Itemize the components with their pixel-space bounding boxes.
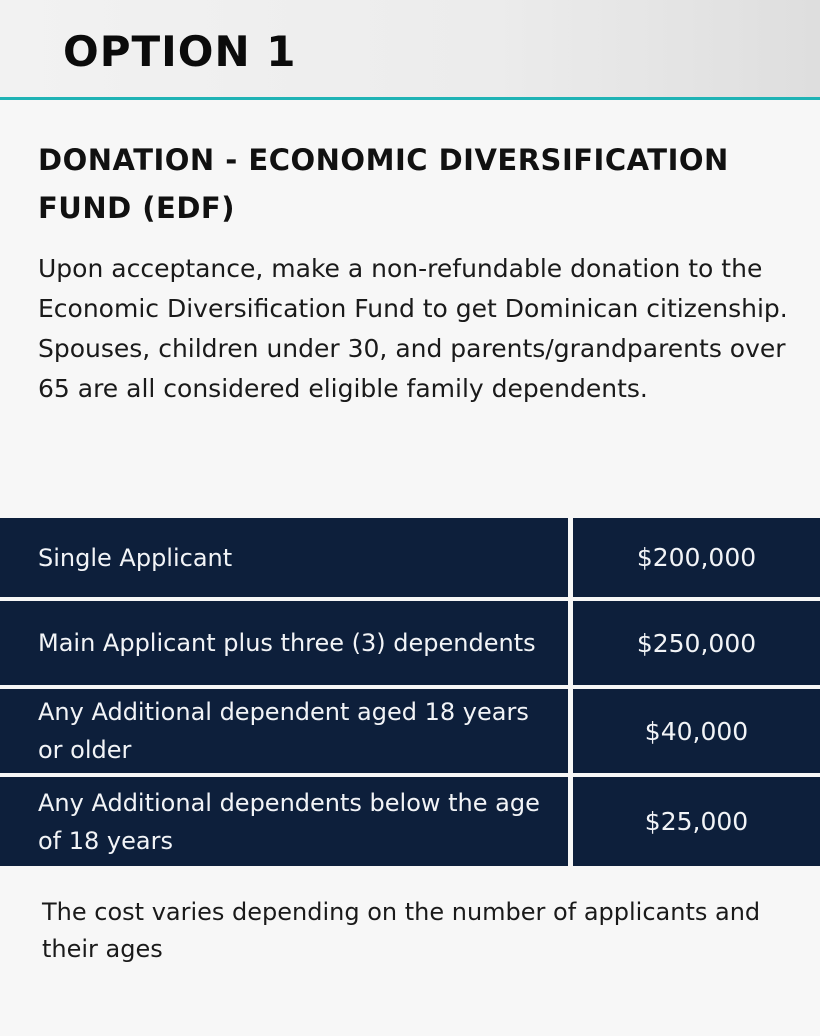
option-title: OPTION 1 xyxy=(63,27,297,76)
fee-amount: $250,000 xyxy=(573,601,820,685)
fee-row-additional-minor xyxy=(0,777,820,866)
fee-label: Single Applicant xyxy=(0,518,568,597)
fee-row-additional-adult xyxy=(0,689,820,773)
section-description: Upon acceptance, make a non-refundable donation to the Economic Diversification Fund to get Dominican citizenship. Spouses, children under 30, and parents/grandparents over 65 are all considered eligible family dependents. xyxy=(38,254,788,403)
fee-amount: $40,000 xyxy=(573,689,820,773)
cost-footnote: The cost varies depending on the number of applicants and their ages xyxy=(42,898,761,963)
page-header xyxy=(0,0,820,100)
fee-row-main-applicant xyxy=(0,601,820,685)
fee-label: Any Additional dependent aged 18 years or older xyxy=(0,689,568,773)
fee-label: Any Additional dependents below the age of 18 years xyxy=(0,777,568,866)
fee-amount: $200,000 xyxy=(573,518,820,597)
fee-label: Main Applicant plus three (3) dependents xyxy=(0,601,568,685)
fee-row-single-applicant xyxy=(0,518,820,597)
fee-amount: $25,000 xyxy=(573,777,820,866)
section-title: DONATION - ECONOMIC DIVERSIFICATION FUND (EDF) xyxy=(38,143,729,225)
